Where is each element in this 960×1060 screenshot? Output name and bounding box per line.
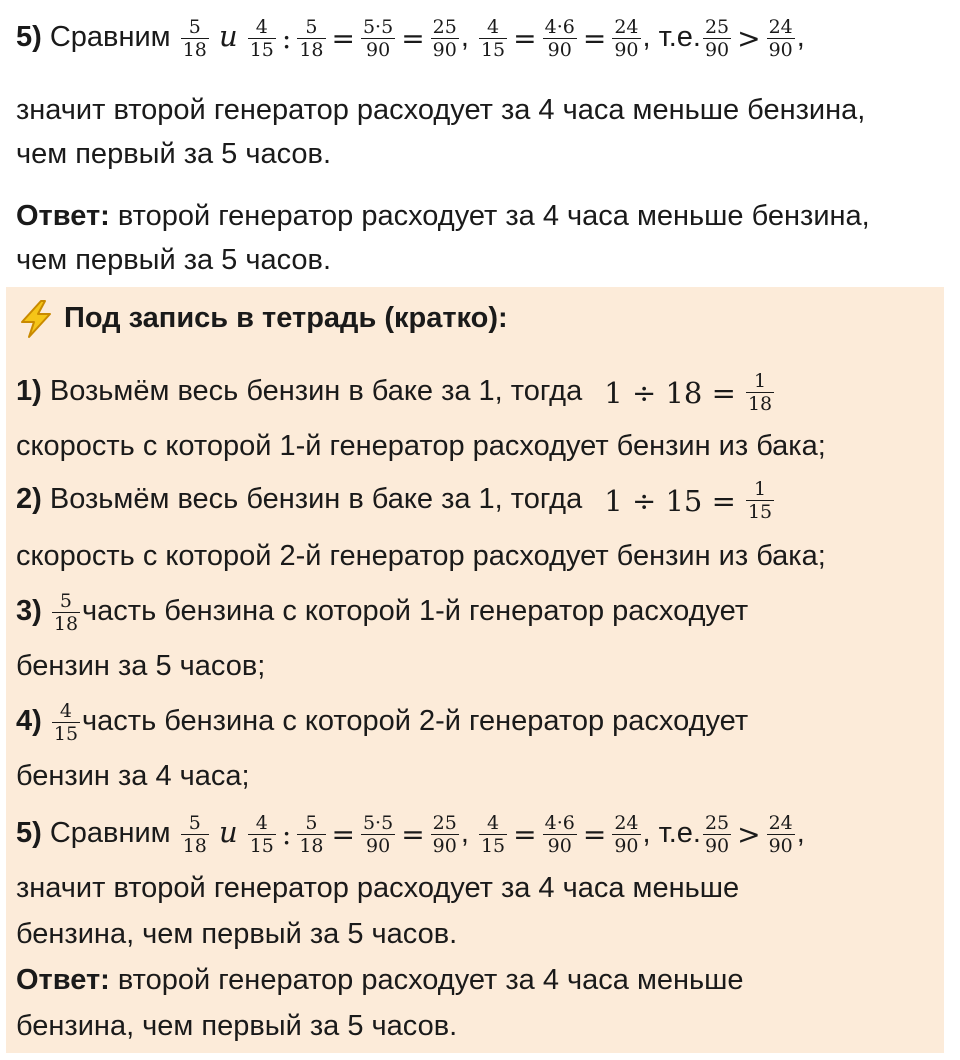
fraction: $\frac{4}{15}$: [249, 16, 274, 61]
fraction: $\frac{5\cdot 5}{90}$: [362, 16, 394, 61]
fraction: $\frac{4}{15}$: [249, 812, 274, 857]
fraction: $\frac{24}{90}$: [768, 812, 793, 857]
paragraph-line: бензина, чем первый за 5 часов.: [16, 918, 458, 950]
paragraph-line: чем первый за 5 часов.: [16, 138, 332, 170]
paragraph-line: бензин за 5 часов;: [16, 650, 266, 682]
notebook-title: Под запись в тетрадь (кратко):: [16, 298, 508, 339]
paragraph-line: бензин за 4 часа;: [16, 760, 250, 792]
fraction: $\frac{24}{90}$: [768, 16, 793, 61]
fraction: $\frac{4\cdot 6}{90}$: [544, 812, 575, 857]
paragraph-line: значит второй генератор расходует за 4 часа меньше: [16, 872, 740, 904]
fraction: $\frac{1}{15}$: [747, 478, 773, 523]
answer-text: второй генератор расходует за 4 часа меньше бензина,: [117, 200, 870, 232]
fraction: $\frac{4}{15}$: [480, 812, 506, 857]
paragraph-line: значит второй генератор расходует за 4 часа меньше бензина,: [16, 94, 866, 126]
conjunction: и: [218, 19, 238, 54]
fraction: $\frac{4}{15}$: [480, 16, 506, 61]
lightning-bolt-icon: [16, 299, 56, 339]
step-2: 2) Возьмём весь бензин в баке за 1, тогда 1 ÷ 15 = $\frac{1}{15}$: [16, 478, 773, 523]
fraction: $\frac{5\cdot 5}{90}$: [362, 812, 394, 857]
fraction: $\frac{5}{18}$: [182, 812, 207, 857]
top-compare-line: 5) Сравним $\frac{5}{18}$ и $\frac{4}{15}$ : $\frac{5}{18}$ = $\frac{5\cdot 5}{90}$ = $\frac{25}{90}$ , $\frac{4}{15}$ = $\frac{4\cdot 6}{90}$ = $\frac{24}{90}$ , т.е. $\frac{25}{90}$ > $\frac{24}{90}$ ,: [16, 16, 805, 61]
answer-label: Ответ:: [16, 200, 110, 232]
paragraph-line: чем первый за 5 часов.: [16, 244, 332, 276]
ie-text: т.е.: [658, 21, 701, 54]
fraction: $\frac{5}{18}$: [182, 16, 207, 61]
step-4: 4) $\frac{4}{15}$ часть бензина с которой 2-й генератор расходует: [16, 700, 749, 745]
paragraph-line: скорость с которой 2-й генератор расходует бензин из бака;: [16, 540, 826, 572]
paragraph-line: скорость с которой 1-й генератор расходует бензин из бака;: [16, 430, 826, 462]
step-5: 5) Сравним $\frac{5}{18}$ и $\frac{4}{15}$ : $\frac{5}{18}$ = $\frac{5\cdot 5}{90}$ = $\frac{25}{90}$ , $\frac{4}{15}$ = $\frac{4\cdot 6}{90}$ = $\frac{24}{90}$ , т.е. $\frac{25}{90}$ > $\frac{24}{90}$ ,: [16, 812, 805, 857]
step-3: 3) $\frac{5}{18}$ часть бензина с которой 1-й генератор расходует: [16, 590, 749, 635]
answer-line: Ответ: второй генератор расходует за 4 часа меньше: [16, 964, 744, 996]
answer-label: Ответ:: [16, 964, 110, 996]
fraction: $\frac{5}{18}$: [53, 590, 79, 635]
fraction: $\frac{5}{18}$: [299, 16, 324, 61]
step-1: 1) Возьмём весь бензин в баке за 1, тогда 1 ÷ 18 = $\frac{1}{18}$: [16, 370, 773, 415]
fraction: $\frac{4\cdot 6}{90}$: [544, 16, 575, 61]
step-text: Сравним: [49, 21, 171, 54]
fraction: $\frac{25}{90}$: [704, 812, 730, 857]
fraction: $\frac{5}{18}$: [299, 812, 324, 857]
fraction: $\frac{25}{90}$: [432, 16, 457, 61]
fraction: $\frac{1}{18}$: [747, 370, 773, 415]
fraction: $\frac{24}{90}$: [614, 16, 639, 61]
paragraph-line: бензина, чем первый за 5 часов.: [16, 1010, 458, 1042]
fraction: $\frac{25}{90}$: [704, 16, 730, 61]
answer-line: [16, 196, 870, 236]
fraction: $\frac{25}{90}$: [432, 812, 457, 857]
step-number: 5): [16, 21, 42, 54]
fraction: $\frac{4}{15}$: [53, 700, 79, 745]
fraction: $\frac{24}{90}$: [614, 812, 639, 857]
